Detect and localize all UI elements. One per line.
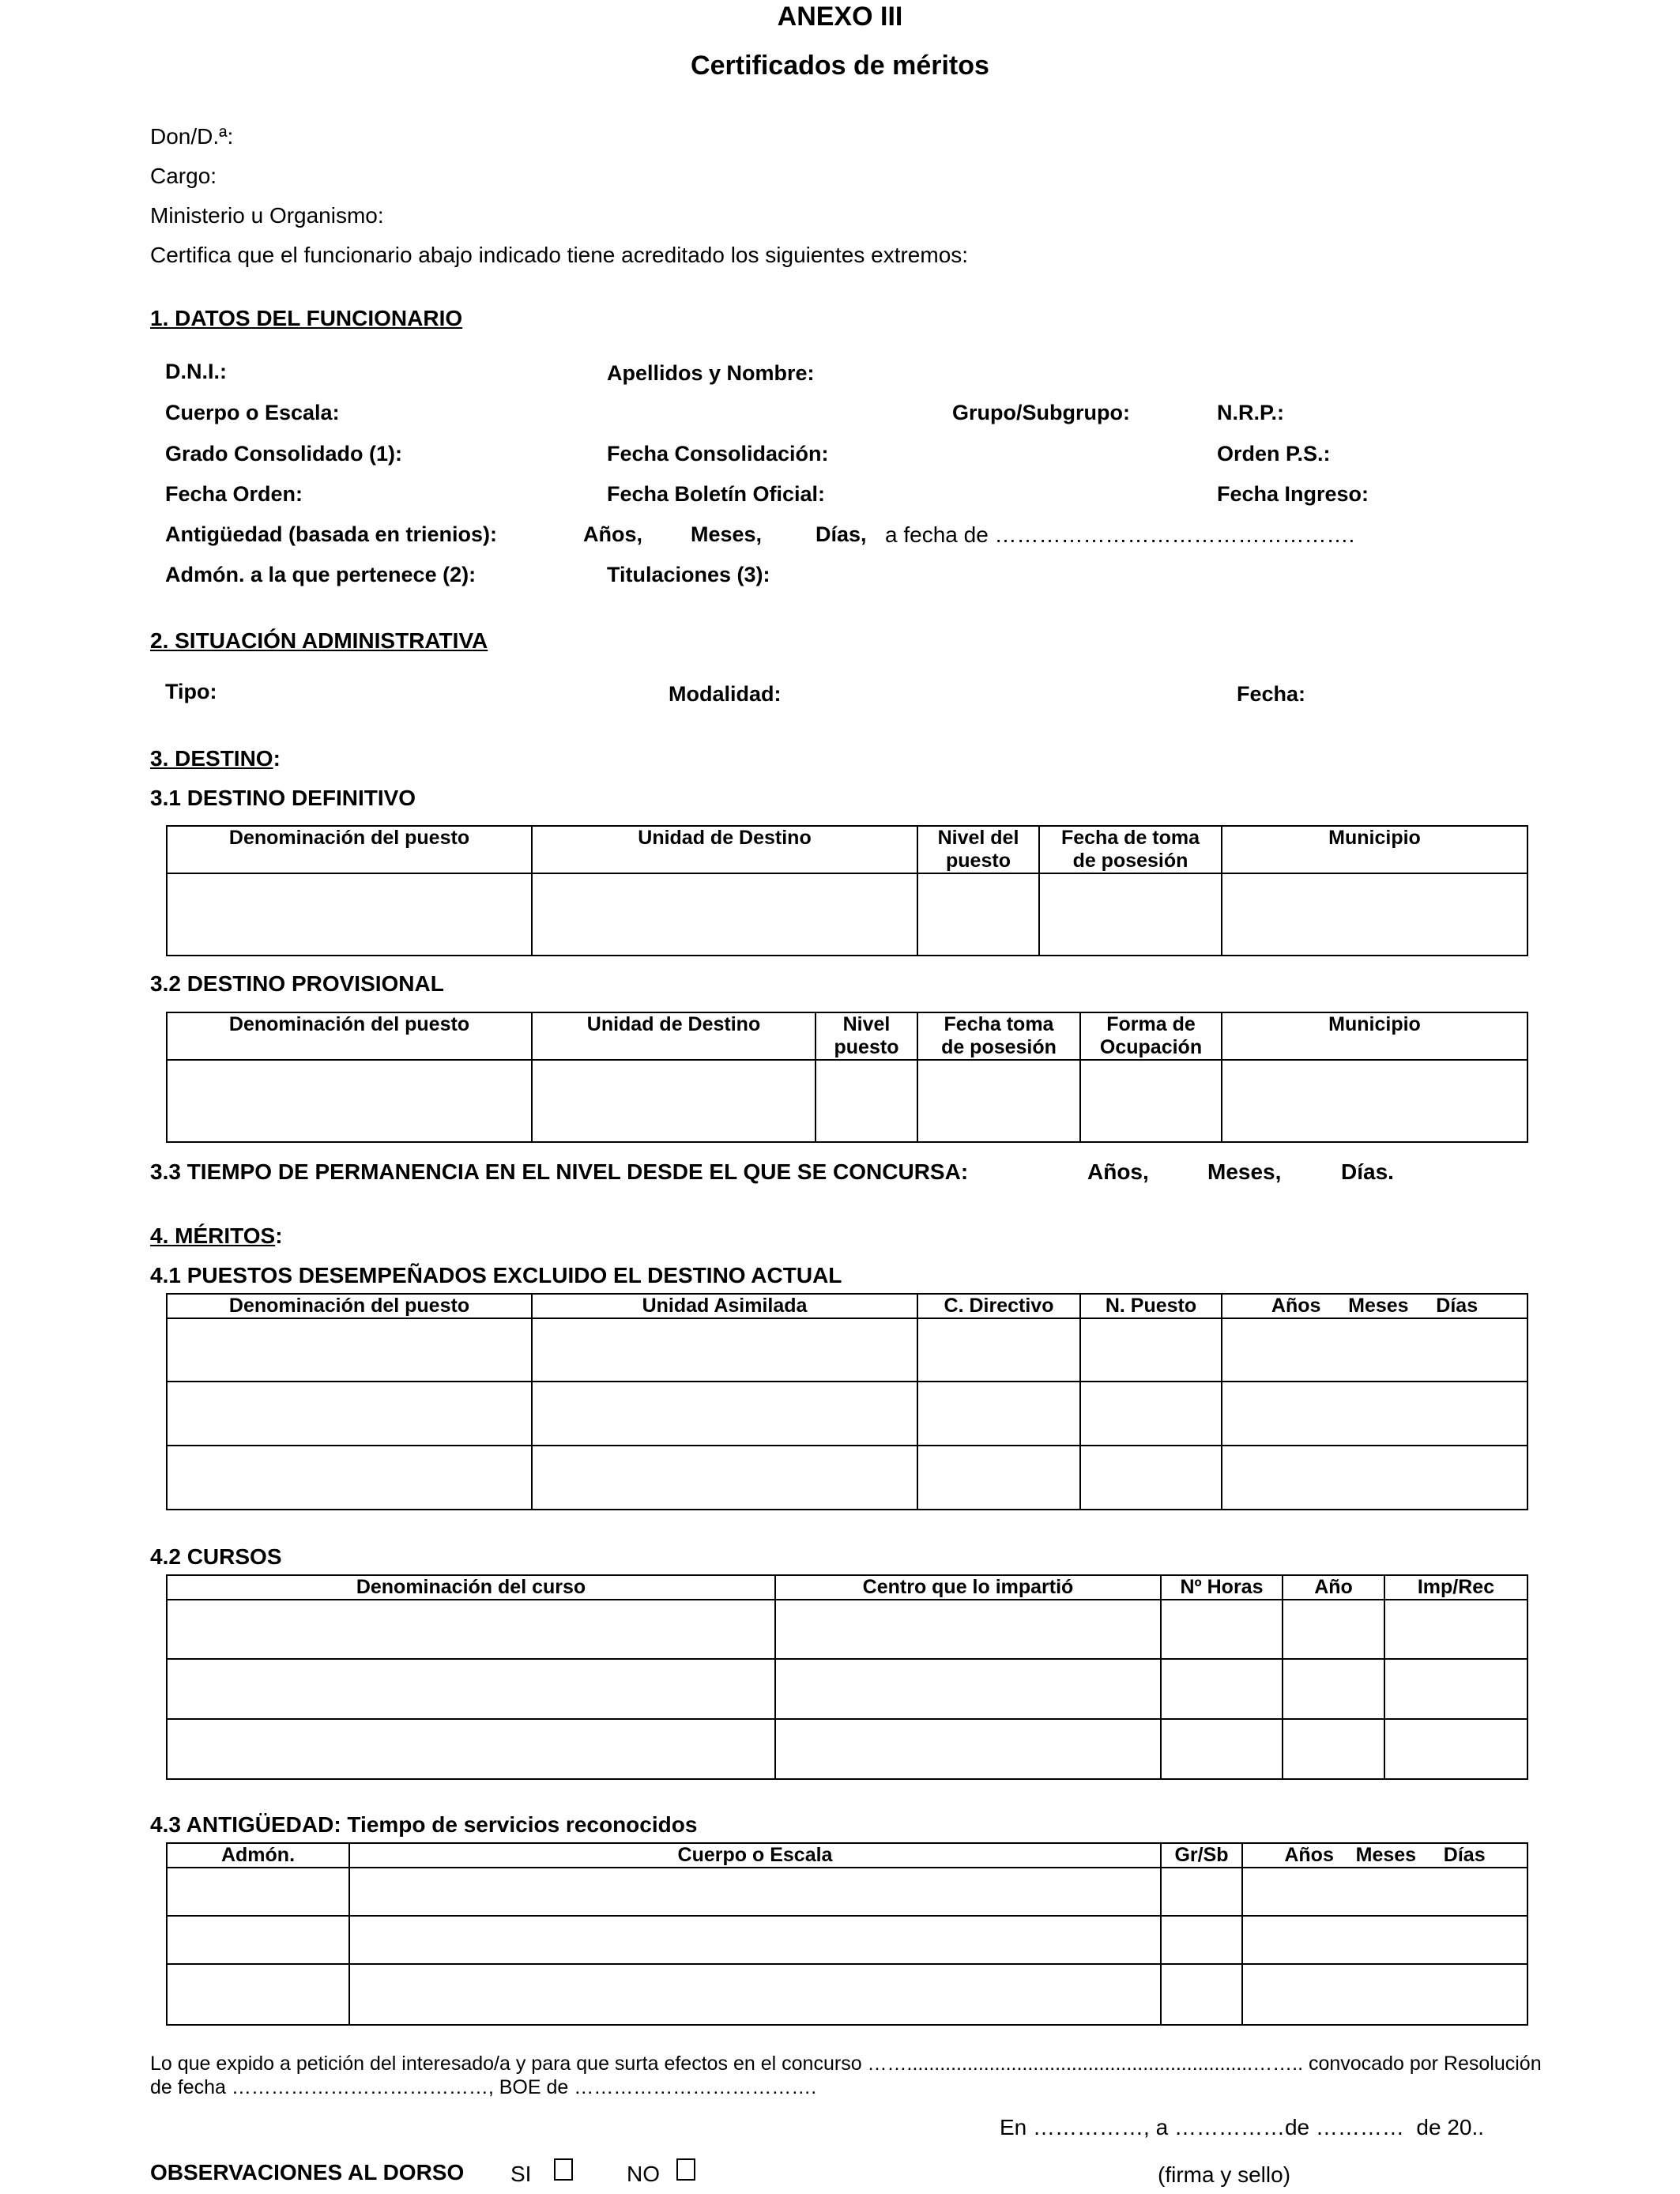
header-imp-rec: Imp/Rec	[1384, 1575, 1527, 1600]
table-cell[interactable]	[532, 1318, 917, 1382]
header-unidad-destino: Unidad de Destino	[532, 1012, 816, 1060]
puestos-table	[166, 1293, 1528, 1510]
table-cell[interactable]	[1039, 873, 1222, 956]
lugar-fecha-text: En ……………, a ……………de ………… de 20..	[1000, 2115, 1485, 2139]
table-cell[interactable]	[1242, 1868, 1527, 1916]
permanencia-anos-label: Años,	[1087, 1159, 1149, 1184]
annex-label: ANEXO III	[777, 2, 903, 32]
cursos-table	[166, 1574, 1528, 1780]
header-centro: Centro que lo impartió	[775, 1575, 1161, 1600]
grupo-label: Grupo/Subgrupo:	[952, 401, 1130, 424]
table-cell[interactable]	[917, 1382, 1080, 1446]
header-cuerpo-escala: Cuerpo o Escala	[349, 1843, 1161, 1868]
table-cell[interactable]	[349, 1916, 1161, 1964]
section-4-title-text: 4. MÉRITOS	[150, 1223, 276, 1248]
destino-definitivo-title: 3.1 DESTINO DEFINITIVO	[150, 786, 416, 810]
table-cell[interactable]	[1161, 1719, 1283, 1779]
si-checkbox[interactable]	[554, 2158, 573, 2181]
antiguedad-title	[150, 1812, 697, 1838]
a-fecha-de-text: a fecha de ………………………………………….	[885, 522, 1355, 547]
table-cell[interactable]	[1283, 1600, 1384, 1659]
dias-label: Días,	[816, 522, 867, 546]
header-denominacion: Denominación del puesto	[167, 1012, 532, 1060]
expido-text-line1: Lo que expido a petición del interesado/a y para que surta efectos en el concurso ……...............................................................…….. convocado por Resolución	[150, 2053, 1542, 2075]
ministerio-label: Ministerio u Organismo:	[150, 203, 384, 228]
modalidad-label: Modalidad:	[669, 682, 782, 706]
table-cell[interactable]	[1080, 1382, 1222, 1446]
header-horas: Nº Horas	[1161, 1575, 1283, 1600]
header-forma-line1: Forma de	[1106, 1013, 1196, 1035]
table-cell[interactable]	[167, 1964, 349, 2025]
header-fecha-toma-line1: Fecha de toma	[1060, 827, 1200, 849]
admon-label: Admón. a la que pertenece (2):	[165, 563, 477, 586]
destino-provisional-table	[166, 1012, 1528, 1143]
grado-label: Grado Consolidado (1):	[165, 442, 402, 466]
orden-ps-label: Orden P.S.:	[1217, 442, 1331, 466]
table-cell[interactable]	[1222, 873, 1527, 956]
antiguedad-title-rest: Tiempo de servicios reconocidos	[341, 1812, 698, 1837]
header-nivel-line1: Nivel del	[937, 827, 1019, 849]
table-cell[interactable]	[1222, 1318, 1527, 1382]
section-3-title	[150, 746, 281, 771]
table-cell[interactable]	[1222, 1446, 1527, 1510]
table-cell[interactable]	[1161, 1600, 1283, 1659]
table-cell[interactable]	[1222, 1382, 1527, 1446]
table-cell[interactable]	[167, 1060, 532, 1142]
puestos-title: 4.1 PUESTOS DESEMPEÑADOS EXCLUIDO EL DESTINO ACTUAL	[150, 1263, 842, 1287]
antiguedad-title-bold: 4.3 ANTIGÜEDAD:	[150, 1812, 341, 1837]
section-4-title	[150, 1223, 283, 1249]
no-checkbox[interactable]	[676, 2158, 695, 2181]
header-nivel-line2: puesto	[834, 1036, 899, 1058]
header-admon: Admón.	[167, 1843, 349, 1868]
cursos-title: 4.2 CURSOS	[150, 1544, 282, 1569]
section-3-colon: :	[273, 746, 281, 771]
anos-label: Años,	[583, 522, 643, 546]
titulaciones-label: Titulaciones (3):	[607, 563, 770, 586]
table-cell[interactable]	[1161, 1916, 1242, 1964]
expido-text-line2: de fecha …………………………………, BOE de ……………………………….	[150, 2076, 817, 2098]
header-nivel-line1: Nivel	[842, 1013, 891, 1035]
header-nivel	[917, 826, 1039, 873]
header-denominacion-curso: Denominación del curso	[167, 1575, 775, 1600]
table-cell[interactable]	[167, 1318, 532, 1382]
header-fecha-toma-line1: Fecha toma	[944, 1013, 1054, 1035]
table-cell[interactable]	[917, 1318, 1080, 1382]
table-cell[interactable]	[167, 1719, 775, 1779]
fecha-consolidacion-label: Fecha Consolidación:	[607, 442, 829, 466]
header-denominacion: Denominación del puesto	[167, 826, 532, 873]
table-cell[interactable]	[775, 1719, 1161, 1779]
table-cell[interactable]	[917, 873, 1039, 956]
header-unidad-destino: Unidad de Destino	[532, 826, 917, 873]
table-cell[interactable]	[1161, 1868, 1242, 1916]
table-cell[interactable]	[167, 1868, 349, 1916]
table-cell[interactable]	[1080, 1318, 1222, 1382]
page-title: Certificados de méritos	[691, 51, 989, 81]
header-anos-meses-dias: Años Meses Días	[1242, 1843, 1527, 1868]
table-cell[interactable]	[532, 1382, 917, 1446]
table-cell[interactable]	[917, 1446, 1080, 1510]
table-cell[interactable]	[349, 1868, 1161, 1916]
table-cell[interactable]	[816, 1060, 917, 1142]
header-c-directivo: C. Directivo	[917, 1294, 1080, 1318]
table-cell[interactable]	[1161, 1964, 1242, 2025]
cargo-label: Cargo:	[150, 164, 217, 188]
table-cell[interactable]	[1384, 1600, 1527, 1659]
si-label: SI	[510, 2162, 532, 2186]
header-anos-meses-dias: Años Meses Días	[1222, 1294, 1527, 1318]
permanencia-meses-label: Meses,	[1207, 1159, 1282, 1184]
header-unidad-asimilada: Unidad Asimilada	[532, 1294, 917, 1318]
permanencia-dias-label: Días.	[1341, 1159, 1394, 1184]
observaciones-label: OBSERVACIONES AL DORSO	[150, 2160, 465, 2185]
tipo-label: Tipo:	[165, 680, 217, 703]
firma-sello-label: (firma y sello)	[1158, 2162, 1291, 2187]
table-cell[interactable]	[1283, 1719, 1384, 1779]
table-cell[interactable]	[349, 1964, 1161, 2025]
table-cell[interactable]	[167, 1659, 775, 1719]
header-fecha-toma-line2: de posesión	[1072, 850, 1188, 872]
header-nivel-line2: puesto	[946, 850, 1011, 872]
cuerpo-label: Cuerpo o Escala:	[165, 401, 340, 424]
meses-label: Meses,	[691, 522, 763, 546]
table-cell[interactable]	[775, 1600, 1161, 1659]
section-3-title-text: 3. DESTINO	[150, 746, 273, 771]
apellidos-label: Apellidos y Nombre:	[607, 361, 815, 385]
header-fecha-toma-line2: de posesión	[941, 1036, 1057, 1058]
fecha-situacion-label: Fecha:	[1237, 682, 1306, 706]
header-municipio: Municipio	[1222, 1012, 1527, 1060]
don-label: Don/D.ª:	[150, 124, 234, 149]
table-cell[interactable]	[167, 1446, 532, 1510]
table-cell[interactable]	[167, 1382, 532, 1446]
header-nivel	[816, 1012, 917, 1060]
header-fecha-toma	[917, 1012, 1080, 1060]
table-cell[interactable]	[1222, 1060, 1527, 1142]
table-cell[interactable]	[775, 1659, 1161, 1719]
table-cell[interactable]	[1080, 1060, 1222, 1142]
antiguedad-label: Antigüedad (basada en trienios):	[165, 522, 498, 546]
destino-definitivo-table	[166, 825, 1528, 956]
section-1-title: 1. DATOS DEL FUNCIONARIO	[150, 306, 463, 330]
table-cell[interactable]	[1384, 1719, 1527, 1779]
fecha-orden-label: Fecha Orden:	[165, 482, 303, 506]
table-cell[interactable]	[1161, 1659, 1283, 1719]
table-cell[interactable]	[167, 1916, 349, 1964]
table-cell[interactable]	[1242, 1916, 1527, 1964]
table-cell[interactable]	[532, 1060, 816, 1142]
header-denominacion: Denominación del puesto	[167, 1294, 532, 1318]
table-cell[interactable]	[917, 1060, 1080, 1142]
destino-provisional-title: 3.2 DESTINO PROVISIONAL	[150, 971, 444, 996]
table-cell[interactable]	[1242, 1964, 1527, 2025]
nrp-label: N.R.P.:	[1217, 401, 1285, 424]
header-gr-sb: Gr/Sb	[1161, 1843, 1242, 1868]
header-fecha-toma	[1039, 826, 1222, 873]
header-forma-line2: Ocupación	[1099, 1036, 1203, 1058]
table-cell[interactable]	[532, 873, 917, 956]
antiguedad-table	[166, 1842, 1528, 2026]
table-cell[interactable]	[167, 1600, 775, 1659]
header-n-puesto: N. Puesto	[1080, 1294, 1222, 1318]
tiempo-permanencia-title: 3.3 TIEMPO DE PERMANENCIA EN EL NIVEL DESDE EL QUE SE CONCURSA:	[150, 1159, 969, 1184]
header-forma-ocupacion	[1080, 1012, 1222, 1060]
table-cell[interactable]	[1384, 1659, 1527, 1719]
section-2-title: 2. SITUACIÓN ADMINISTRATIVA	[150, 628, 488, 653]
table-cell[interactable]	[1283, 1659, 1384, 1719]
fecha-boletin-label: Fecha Boletín Oficial:	[607, 482, 826, 506]
header-municipio: Municipio	[1222, 826, 1527, 873]
table-cell[interactable]	[167, 873, 532, 956]
section-4-colon: :	[275, 1223, 283, 1248]
fecha-ingreso-label: Fecha Ingreso:	[1217, 482, 1369, 506]
table-cell[interactable]	[532, 1446, 917, 1510]
certifica-text: Certifica que el funcionario abajo indicado tiene acreditado los siguientes extremos:	[150, 243, 969, 267]
dni-label: D.N.I.:	[165, 360, 227, 383]
header-ano: Año	[1283, 1575, 1384, 1600]
no-label: NO	[627, 2162, 660, 2186]
table-cell[interactable]	[1080, 1446, 1222, 1510]
